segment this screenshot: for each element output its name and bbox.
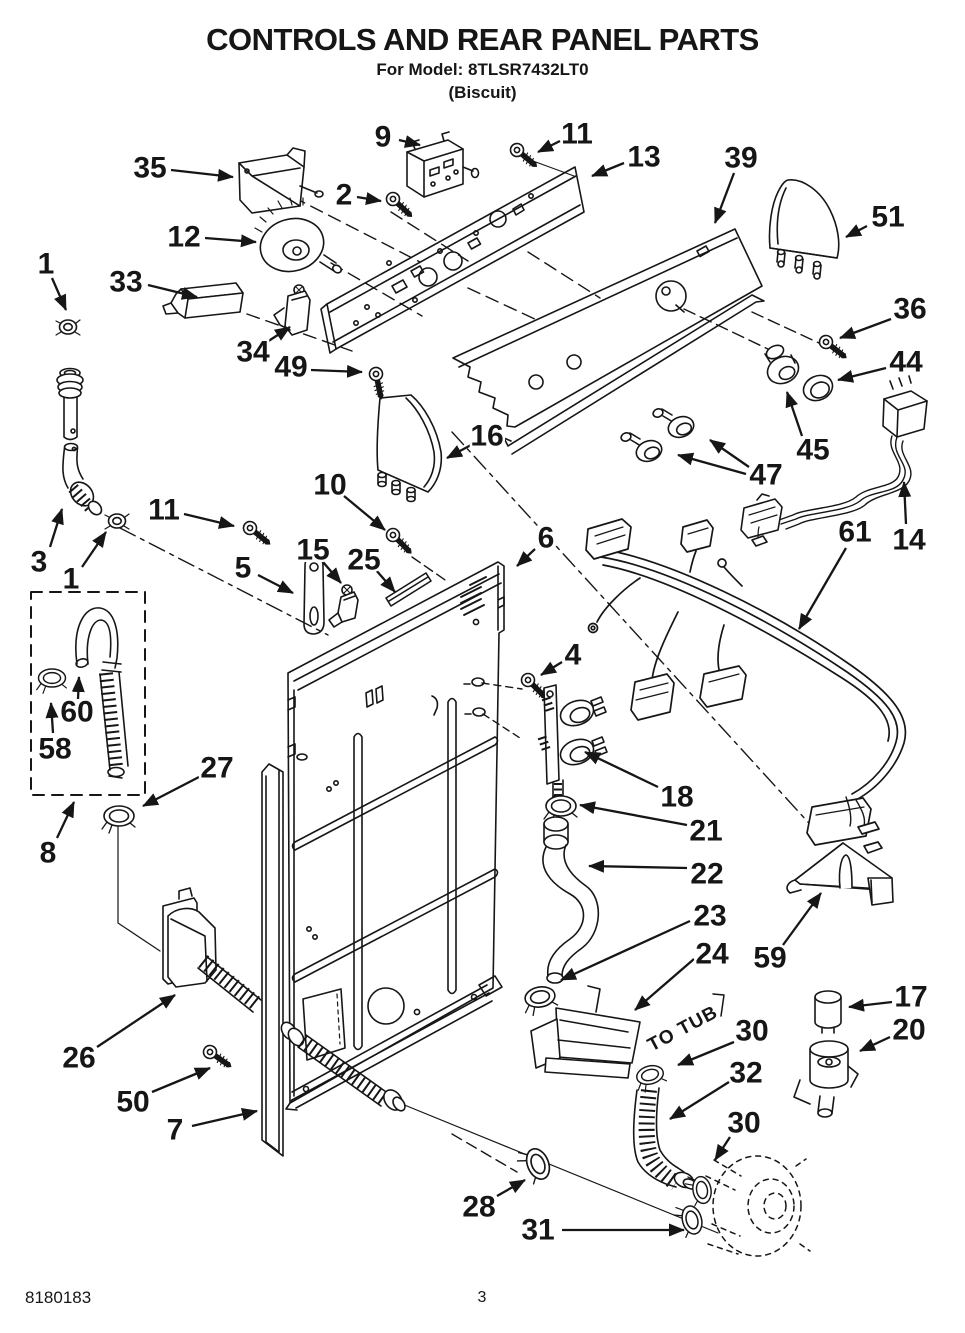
leader-arrow-23 xyxy=(561,921,690,980)
leader-arrow-51 xyxy=(846,226,867,237)
part-label-61: 61 xyxy=(838,515,872,549)
part-label-30: 30 xyxy=(727,1106,761,1140)
leader-arrow-16 xyxy=(447,445,471,458)
part-label-24: 24 xyxy=(695,937,729,971)
clip-bracket-drawing xyxy=(274,285,310,335)
part-label-7: 7 xyxy=(166,1113,184,1147)
model-line: For Model: 8TLSR7432LT0 xyxy=(376,59,589,79)
part-label-11: 11 xyxy=(148,493,180,527)
siphon-bracket-drawing xyxy=(304,556,324,634)
part-label-6: 6 xyxy=(537,521,555,555)
leader-arrow-8 xyxy=(57,802,74,838)
part-label-1: 1 xyxy=(62,562,80,596)
part-label-5: 5 xyxy=(234,551,252,585)
part-label-39: 39 xyxy=(724,141,758,175)
water-inlet-valve-drawing xyxy=(519,671,607,803)
leader-arrow-10 xyxy=(344,496,385,530)
leader-arrow-1 xyxy=(82,532,106,567)
part-label-21: 21 xyxy=(689,814,723,848)
leader-arrow-4 xyxy=(541,662,562,675)
part-label-36: 36 xyxy=(893,292,927,326)
leader-arrow-35 xyxy=(171,170,233,177)
wiring-harness-drawing xyxy=(586,519,905,853)
leader-arrow-3 xyxy=(50,509,62,547)
part-label-20: 20 xyxy=(892,1013,926,1047)
left-end-cap-drawing xyxy=(377,395,441,502)
fill-hose-drawing xyxy=(543,817,598,983)
part-label-31: 31 xyxy=(521,1213,555,1247)
part-label-3: 3 xyxy=(30,545,48,579)
part-label-14: 14 xyxy=(892,523,926,557)
leader-arrow-20 xyxy=(860,1037,890,1051)
document-number: 8180183 xyxy=(25,1288,92,1307)
color-line: (Biscuit) xyxy=(448,82,517,102)
part-label-8: 8 xyxy=(39,836,57,870)
part-label-59: 59 xyxy=(753,941,787,975)
leader-arrow-12 xyxy=(205,238,256,242)
leader-arrow-49 xyxy=(311,370,362,372)
timer-drawing xyxy=(407,132,479,197)
part-label-60: 60 xyxy=(60,695,94,729)
page-number: 3 xyxy=(477,1289,487,1306)
leader-arrow-47 xyxy=(710,440,749,467)
part-label-18: 18 xyxy=(660,780,694,814)
leader-arrow-30 xyxy=(715,1137,730,1160)
console-bracket-drawing xyxy=(163,283,243,318)
leader-arrow-13 xyxy=(592,163,624,176)
leader-arrow-24 xyxy=(635,959,694,1010)
part-label-10: 10 xyxy=(313,468,347,502)
part-label-26: 26 xyxy=(62,1041,96,1075)
motor-bracket-drawing xyxy=(787,843,893,905)
capacitor-drawing xyxy=(815,991,841,1033)
part-label-47: 47 xyxy=(749,458,783,492)
part-label-22: 22 xyxy=(690,857,724,891)
part-label-32: 32 xyxy=(729,1056,763,1090)
leader-arrow-1 xyxy=(52,278,66,310)
page-title: CONTROLS AND REAR PANEL PARTS xyxy=(206,22,759,57)
part-label-2: 2 xyxy=(335,178,353,212)
timer-knob-skirt-drawing xyxy=(763,343,803,389)
leader-arrow-27 xyxy=(143,777,199,806)
part-label-35: 35 xyxy=(133,151,167,185)
title-block xyxy=(0,24,965,103)
leader-arrow-5 xyxy=(258,575,293,593)
knob-ring-drawing xyxy=(799,371,836,405)
part-label-12: 12 xyxy=(167,220,201,254)
leader-arrow-50 xyxy=(152,1068,210,1092)
leader-arrow-30 xyxy=(678,1042,734,1065)
leader-arrow-34 xyxy=(267,327,290,342)
part-label-58: 58 xyxy=(38,732,72,766)
leader-arrow-14 xyxy=(904,482,906,524)
part-label-51: 51 xyxy=(871,200,905,234)
part-label-11: 11 xyxy=(561,117,593,151)
leader-arrow-39 xyxy=(715,173,734,223)
leader-arrow-28 xyxy=(497,1180,525,1196)
right-end-cap-drawing xyxy=(769,180,838,279)
leader-arrow-18 xyxy=(585,752,658,787)
part-label-49: 49 xyxy=(274,350,308,384)
temperature-switch-drawing xyxy=(239,148,323,213)
leader-arrow-26 xyxy=(97,995,175,1047)
part-label-15: 15 xyxy=(296,533,330,567)
part-label-17: 17 xyxy=(894,980,928,1014)
leader-arrow-44 xyxy=(838,368,886,380)
leader-arrow-32 xyxy=(670,1082,729,1119)
leader-arrow-11 xyxy=(184,514,234,526)
rear-panel-drawing xyxy=(286,562,504,1110)
leader-arrow-2 xyxy=(357,197,381,201)
trim-strip-drawing xyxy=(262,764,283,1156)
drain-elbow-hose-drawing xyxy=(402,1063,718,1239)
leader-arrow-61 xyxy=(799,548,846,629)
part-label-45: 45 xyxy=(796,433,830,467)
part-label-4: 4 xyxy=(564,638,582,672)
pump-outline-dashed xyxy=(706,1156,810,1256)
hose-cover-bracket-drawing xyxy=(163,888,216,987)
part-label-28: 28 xyxy=(462,1190,496,1224)
leader-arrow-58 xyxy=(51,703,53,733)
part-label-44: 44 xyxy=(889,345,923,379)
part-label-23: 23 xyxy=(693,899,727,933)
leader-arrow-17 xyxy=(849,1002,892,1007)
leader-arrow-6 xyxy=(517,549,535,566)
part-label-16: 16 xyxy=(470,419,504,453)
leader-arrow-59 xyxy=(783,893,821,945)
leader-arrow-45 xyxy=(787,392,802,436)
part-label-27: 27 xyxy=(200,751,234,785)
clip-drawing xyxy=(329,585,358,627)
part-label-13: 13 xyxy=(627,140,661,174)
part-label-33: 33 xyxy=(109,265,143,299)
pump-motor-drawing xyxy=(794,1041,858,1117)
part-label-25: 25 xyxy=(347,543,381,577)
leader-arrow-7 xyxy=(192,1111,257,1126)
hose-clamp-23-drawing xyxy=(522,984,559,1016)
part-label-1: 1 xyxy=(37,247,55,281)
part-label-34: 34 xyxy=(236,335,270,369)
hose-clamp-27-drawing xyxy=(102,806,160,951)
to-tub-annotation: TO TUB xyxy=(644,1001,722,1057)
part-label-30: 30 xyxy=(735,1014,769,1048)
leader-arrow-36 xyxy=(840,319,891,338)
leader-arrow-11 xyxy=(538,141,560,152)
leader-arrow-22 xyxy=(589,866,687,868)
part-label-9: 9 xyxy=(374,120,392,154)
part-label-50: 50 xyxy=(116,1085,150,1119)
